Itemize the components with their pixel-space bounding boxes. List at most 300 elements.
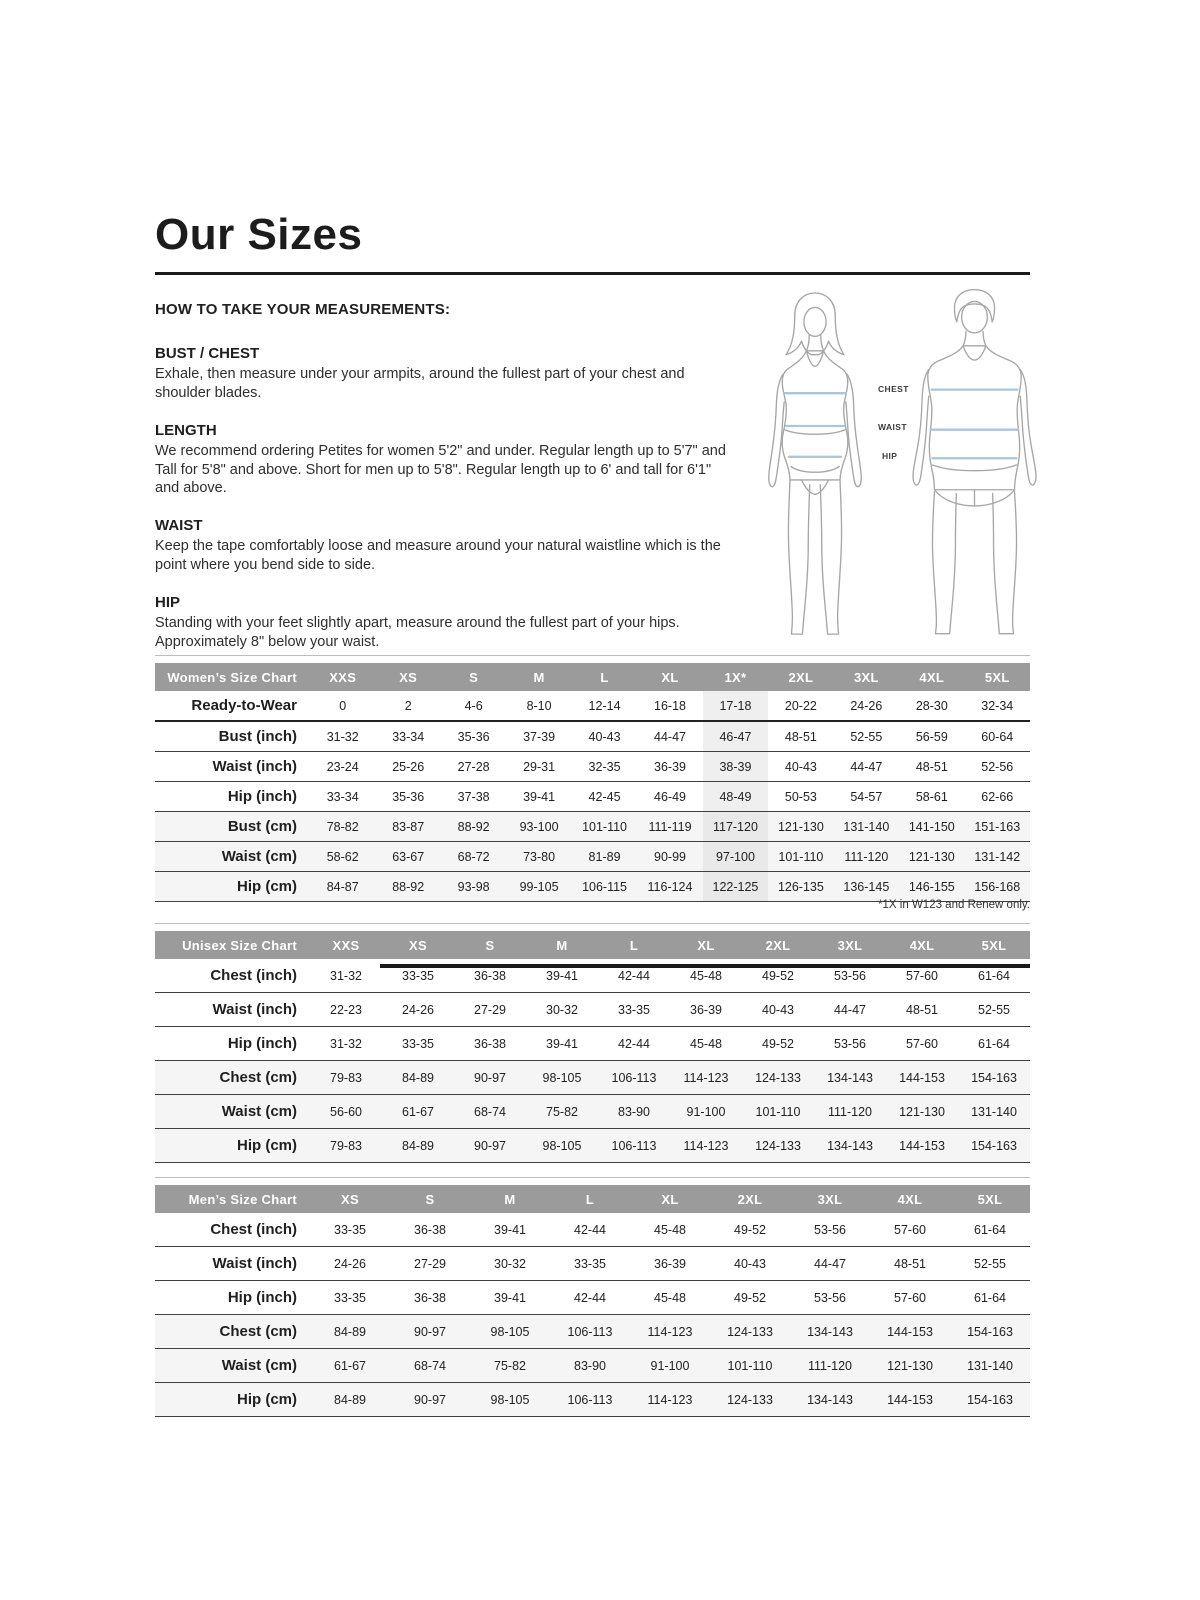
size-cell: 154-163 — [967, 1324, 1013, 1339]
size-cell: 61-67 — [402, 1104, 434, 1119]
size-cell: 30-32 — [546, 1002, 578, 1017]
size-cell: 98-105 — [542, 1070, 582, 1085]
size-cell: 62-66 — [981, 789, 1014, 804]
table-row — [155, 872, 1030, 902]
size-cell: 29-31 — [523, 759, 556, 774]
size-cell: 101-110 — [582, 819, 628, 834]
size-cell: 79-83 — [330, 1138, 362, 1153]
size-cell: 84-89 — [402, 1070, 434, 1085]
size-cell: 146-155 — [908, 879, 955, 894]
column-header-5xl: 5XL — [984, 669, 1010, 685]
table-row — [155, 1315, 1030, 1349]
size-cell: 40-43 — [734, 1256, 766, 1271]
size-cell: 111-119 — [648, 819, 692, 834]
size-cell: 37-38 — [457, 789, 490, 804]
size-cell: 20-22 — [784, 698, 817, 713]
size-cell: 75-82 — [494, 1358, 526, 1373]
section-body: Exhale, then measure under your armpits, around the fullest part of your chest and shoulder blades. — [155, 366, 685, 401]
size-cell: 35-36 — [457, 729, 490, 744]
size-cell: 42-44 — [574, 1222, 606, 1237]
title-divider — [155, 272, 1030, 275]
size-cell: 40-43 — [762, 1002, 794, 1017]
section-hip — [155, 594, 735, 652]
table-header-row — [155, 1185, 1030, 1213]
size-cell: 154-163 — [967, 1392, 1013, 1407]
size-cell: 54-57 — [850, 789, 883, 804]
mens-size-chart-table — [155, 1177, 1030, 1417]
size-cell: 90-97 — [474, 1138, 506, 1153]
size-cell: 48-51 — [894, 1256, 926, 1271]
size-cell: 27-29 — [474, 1002, 506, 1017]
size-cell: 31-32 — [326, 729, 359, 744]
measurement-instructions — [155, 301, 735, 671]
size-cell: 33-35 — [334, 1290, 366, 1305]
column-header-4xl: 4XL — [909, 937, 935, 953]
section-body: Standing with your feet slightly apart, measure around the fullest part of your hips. Approximately 8" below your waist. — [155, 614, 680, 650]
size-cell: 46-49 — [654, 789, 686, 804]
column-header-m: M — [556, 937, 568, 953]
table-row — [155, 1129, 1030, 1163]
table-row — [155, 1383, 1030, 1417]
table-row — [155, 1349, 1030, 1383]
table-body — [155, 959, 1030, 1163]
size-cell: 106-113 — [567, 1324, 613, 1339]
row-label: Bust (inch) — [218, 728, 297, 745]
size-cell: 12-14 — [588, 698, 621, 713]
table-row — [155, 993, 1030, 1027]
torso-outline — [782, 351, 848, 480]
section-body: We recommend ordering Petites for women 5'2" and under. Regular length up to 5'7" and Tall for 5'8" and above. Short for men up to 5'8". Regular length up to 6' and tall for 6'1" and above. — [155, 442, 726, 497]
column-header-3xl: 3XL — [837, 937, 863, 953]
size-cell: 84-87 — [326, 879, 359, 894]
size-cell: 45-48 — [654, 1290, 686, 1305]
table-row — [155, 1061, 1030, 1095]
column-header-xs: XS — [341, 1191, 359, 1207]
size-cell: 144-153 — [887, 1324, 933, 1339]
row-label: Chest (cm) — [219, 1323, 297, 1340]
table-body — [155, 1213, 1030, 1417]
size-cell: 101-110 — [727, 1358, 773, 1373]
size-cell: 49-52 — [762, 1036, 794, 1051]
size-cell: 24-26 — [850, 698, 883, 713]
figure-label-waist: WAIST — [878, 422, 907, 432]
table-row — [155, 842, 1030, 872]
size-cell: 131-140 — [967, 1358, 1013, 1373]
unisex-size-chart-table — [155, 923, 1030, 1163]
size-cell: 124-133 — [755, 1138, 801, 1153]
size-cell: 31-32 — [330, 968, 362, 983]
table-body — [155, 691, 1030, 902]
right-leg — [820, 480, 841, 634]
size-cell: 27-29 — [414, 1256, 446, 1271]
size-cell: 111-120 — [807, 1358, 853, 1373]
column-header-1x: 1X* — [724, 669, 747, 685]
column-header-4xl: 4XL — [897, 1191, 923, 1207]
size-cell: 131-140 — [843, 819, 890, 834]
size-cell: 83-90 — [574, 1358, 606, 1373]
size-cell: 154-163 — [971, 1138, 1017, 1153]
size-cell: 44-47 — [814, 1256, 846, 1271]
size-cell: 44-47 — [654, 729, 686, 744]
size-cell: 39-41 — [546, 1036, 578, 1051]
size-cell: 83-87 — [392, 819, 425, 834]
size-cell: 52-55 — [978, 1002, 1010, 1017]
size-cell: 33-34 — [392, 729, 425, 744]
size-cell: 61-64 — [974, 1290, 1006, 1305]
size-cell: 84-89 — [334, 1392, 366, 1407]
size-cell: 53-56 — [834, 1036, 866, 1051]
size-cell: 61-64 — [978, 968, 1010, 983]
size-cell: 39-41 — [523, 789, 556, 804]
bikini-bottom — [802, 480, 829, 494]
size-cell: 106-113 — [567, 1392, 613, 1407]
size-cell: 28-30 — [915, 698, 948, 713]
size-cell: 134-143 — [827, 1138, 873, 1153]
size-cell: 101-110 — [778, 849, 824, 864]
size-cell: 84-89 — [402, 1138, 434, 1153]
size-cell: 91-100 — [650, 1358, 690, 1373]
size-cell: 111-120 — [844, 849, 889, 864]
size-cell: 37-39 — [523, 729, 556, 744]
size-cell: 53-56 — [814, 1222, 846, 1237]
size-cell: 63-67 — [392, 849, 425, 864]
size-cell: 73-80 — [523, 849, 556, 864]
size-cell: 156-168 — [974, 879, 1021, 894]
row-label: Waist (cm) — [221, 1103, 297, 1120]
size-cell: 8-10 — [526, 698, 552, 713]
size-cell: 58-62 — [326, 849, 359, 864]
size-cell: 60-64 — [981, 729, 1014, 744]
shorts-hem — [934, 490, 1014, 506]
size-cell: 16-18 — [654, 698, 686, 713]
column-header-3xl: 3XL — [817, 1191, 843, 1207]
size-cell: 35-36 — [392, 789, 425, 804]
section-length — [155, 422, 735, 499]
table-top-border — [155, 923, 1030, 924]
size-cell: 33-35 — [574, 1256, 606, 1271]
size-cell: 46-47 — [703, 722, 768, 751]
size-cell: 93-100 — [519, 819, 559, 834]
size-cell: 42-44 — [618, 1036, 650, 1051]
table-header-row — [155, 663, 1030, 691]
size-cell: 57-60 — [906, 968, 938, 983]
instructions-heading: HOW TO TAKE YOUR MEASUREMENTS: — [155, 301, 451, 318]
section-body: Keep the tape comfortably loose and measure around your natural waistline which is the point where you bend side to side. — [155, 538, 721, 574]
column-header-2xl: 2XL — [765, 937, 791, 953]
row-label: Hip (cm) — [237, 878, 297, 895]
size-cell: 2 — [404, 698, 412, 713]
size-cell: 48-51 — [915, 759, 948, 774]
table-row — [155, 1027, 1030, 1061]
row-label: Waist (inch) — [212, 758, 297, 775]
size-cell: 93-98 — [457, 879, 490, 894]
size-cell: 49-52 — [762, 968, 794, 983]
size-cell: 40-43 — [784, 759, 817, 774]
column-header-m: M — [504, 1191, 516, 1207]
size-cell: 88-92 — [392, 879, 425, 894]
size-cell: 30-32 — [494, 1256, 526, 1271]
table-top-border — [155, 655, 1030, 656]
figure-label-chest: CHEST — [878, 384, 909, 394]
size-cell: 53-56 — [834, 968, 866, 983]
table-row — [155, 752, 1030, 782]
size-cell: 98-105 — [490, 1324, 530, 1339]
size-cell: 48-51 — [906, 1002, 938, 1017]
size-cell: 126-135 — [777, 879, 824, 894]
column-header-2xl: 2XL — [788, 669, 814, 685]
size-cell: 32-34 — [981, 698, 1014, 713]
size-cell: 106-115 — [582, 879, 628, 894]
size-cell: 121-130 — [887, 1358, 933, 1373]
column-header-s: S — [425, 1191, 435, 1207]
size-cell: 124-133 — [727, 1324, 773, 1339]
size-cell: 91-100 — [686, 1104, 726, 1119]
table-row — [155, 782, 1030, 812]
table-header-row — [155, 931, 1030, 959]
size-cell: 79-83 — [330, 1070, 362, 1085]
size-cell: 53-56 — [814, 1290, 846, 1305]
size-cell: 144-153 — [887, 1392, 933, 1407]
size-cell: 124-133 — [727, 1392, 773, 1407]
row-label: Hip (cm) — [237, 1137, 297, 1154]
size-cell: 36-39 — [654, 759, 686, 774]
size-cell: 121-130 — [908, 849, 955, 864]
size-cell: 44-47 — [834, 1002, 866, 1017]
bikini-band — [791, 466, 839, 472]
size-cell: 114-123 — [647, 1392, 693, 1407]
size-cell: 121-130 — [777, 819, 824, 834]
size-cell: 39-41 — [494, 1290, 526, 1305]
section-title: LENGTH — [155, 421, 217, 439]
table-row — [155, 1213, 1030, 1247]
size-cell: 136-145 — [843, 879, 890, 894]
size-cell: 144-153 — [899, 1070, 945, 1085]
size-cell: 154-163 — [971, 1070, 1017, 1085]
size-cell: 0 — [339, 698, 347, 713]
column-header-xxs: XXS — [332, 937, 360, 953]
size-cell: 106-113 — [611, 1070, 657, 1085]
tank-hem — [785, 430, 845, 434]
column-header-xl: XL — [697, 937, 715, 953]
size-cell: 114-123 — [647, 1324, 693, 1339]
left-arm — [913, 370, 929, 485]
size-cell: 24-26 — [402, 1002, 434, 1017]
size-cell: 97-100 — [703, 842, 768, 871]
section-bust-chest — [155, 345, 735, 403]
size-cell: 22-23 — [330, 1002, 362, 1017]
size-cell: 44-47 — [850, 759, 883, 774]
size-cell: 83-90 — [618, 1104, 650, 1119]
hair-outline — [954, 290, 994, 322]
face-outline — [962, 301, 988, 332]
size-cell: 42-44 — [574, 1290, 606, 1305]
size-cell: 141-150 — [908, 819, 955, 834]
size-cell: 90-97 — [414, 1392, 446, 1407]
size-cell: 117-120 — [703, 812, 768, 841]
table-row — [155, 1281, 1030, 1315]
size-cell: 81-89 — [588, 849, 621, 864]
size-cell: 24-26 — [334, 1256, 366, 1271]
table-title: Women’s Size Chart — [167, 669, 297, 685]
row-label: Ready-to-Wear — [191, 697, 297, 714]
row-label: Chest (inch) — [210, 1221, 297, 1238]
column-header-4xl: 4XL — [919, 669, 945, 685]
column-header-5xl: 5XL — [977, 1191, 1003, 1207]
size-cell: 57-60 — [894, 1222, 926, 1237]
size-cell: 32-35 — [588, 759, 621, 774]
column-header-s: S — [469, 669, 479, 685]
size-cell: 58-61 — [915, 789, 948, 804]
column-header-l: L — [585, 1191, 595, 1207]
size-cell: 56-59 — [915, 729, 948, 744]
size-cell: 33-35 — [402, 968, 434, 983]
size-cell: 114-123 — [683, 1138, 729, 1153]
section-title: HIP — [155, 593, 181, 611]
size-cell: 36-38 — [414, 1222, 446, 1237]
size-cell: 131-140 — [971, 1104, 1017, 1119]
size-cell: 17-18 — [703, 691, 768, 720]
size-cell: 36-39 — [690, 1002, 722, 1017]
size-cell: 90-97 — [474, 1070, 506, 1085]
size-cell: 33-35 — [334, 1222, 366, 1237]
female-figure-illustration — [762, 284, 868, 646]
size-cell: 33-35 — [402, 1036, 434, 1051]
column-header-xs: XS — [399, 669, 418, 685]
size-cell: 124-133 — [755, 1070, 801, 1085]
size-cell: 98-105 — [490, 1392, 530, 1407]
size-cell: 134-143 — [807, 1392, 853, 1407]
column-header-xl: XL — [661, 1191, 679, 1207]
size-cell: 75-82 — [546, 1104, 578, 1119]
size-cell: 151-163 — [974, 819, 1021, 834]
column-header-5xl: 5XL — [981, 937, 1007, 953]
shorts-band — [933, 465, 1017, 471]
figure-label-hip: HIP — [882, 451, 898, 461]
size-cell: 68-74 — [414, 1358, 446, 1373]
size-cell: 36-38 — [474, 1036, 506, 1051]
size-cell: 31-32 — [330, 1036, 362, 1051]
column-header-xxs: XXS — [329, 669, 357, 685]
size-cell: 45-48 — [690, 968, 722, 983]
left-arm — [769, 374, 784, 487]
size-cell: 106-113 — [611, 1138, 657, 1153]
size-cell: 36-39 — [654, 1256, 686, 1271]
male-figure-illustration — [903, 281, 1046, 647]
size-cell: 36-38 — [414, 1290, 446, 1305]
size-cell: 42-44 — [618, 968, 650, 983]
size-cell: 90-97 — [414, 1324, 446, 1339]
size-cell: 52-55 — [974, 1256, 1006, 1271]
column-header-3xl: 3XL — [853, 669, 879, 685]
size-cell: 68-72 — [457, 849, 490, 864]
row-label: Waist (inch) — [212, 1255, 297, 1272]
left-leg — [788, 480, 809, 634]
womens-size-chart-table — [155, 655, 1030, 902]
size-cell: 90-99 — [654, 849, 686, 864]
size-cell: 78-82 — [326, 819, 359, 834]
size-cell: 39-41 — [546, 968, 578, 983]
table-row — [155, 722, 1030, 752]
section-title: WAIST — [155, 517, 203, 535]
size-cell: 52-55 — [850, 729, 883, 744]
size-cell: 38-39 — [703, 752, 768, 781]
section-title: BUST / CHEST — [155, 345, 260, 362]
left-leg — [932, 492, 956, 634]
size-cell: 114-123 — [683, 1070, 729, 1085]
column-header-m: M — [533, 669, 545, 685]
size-cell: 61-64 — [978, 1036, 1010, 1051]
size-cell: 131-142 — [974, 849, 1021, 864]
size-cell: 57-60 — [894, 1290, 926, 1305]
table-row — [155, 1247, 1030, 1281]
column-header-xl: XL — [661, 669, 679, 685]
face-outline — [804, 307, 826, 336]
size-cell: 88-92 — [457, 819, 490, 834]
size-cell: 40-43 — [588, 729, 621, 744]
right-leg — [993, 492, 1017, 634]
table-top-border — [155, 1177, 1030, 1178]
table-row — [155, 1095, 1030, 1129]
row-label: Bust (cm) — [227, 818, 297, 835]
size-cell: 116-124 — [647, 879, 693, 894]
column-header-2xl: 2XL — [737, 1191, 763, 1207]
size-cell: 42-45 — [588, 789, 621, 804]
size-cell: 49-52 — [734, 1290, 766, 1305]
row-label: Hip (cm) — [237, 1391, 297, 1408]
column-header-s: S — [485, 937, 495, 953]
row-label: Waist (cm) — [221, 848, 297, 865]
neck-lines — [806, 335, 823, 350]
section-waist — [155, 517, 735, 575]
size-cell: 23-24 — [326, 759, 359, 774]
size-cell: 45-48 — [654, 1222, 686, 1237]
size-cell: 25-26 — [392, 759, 425, 774]
size-cell: 134-143 — [807, 1324, 853, 1339]
size-cell: 134-143 — [827, 1070, 873, 1085]
size-cell: 98-105 — [542, 1138, 582, 1153]
size-cell: 36-38 — [474, 968, 506, 983]
column-header-l: L — [629, 937, 639, 953]
table-title: Unisex Size Chart — [182, 937, 297, 953]
size-cell: 48-49 — [703, 782, 768, 811]
size-cell: 48-51 — [784, 729, 817, 744]
table-title: Men’s Size Chart — [188, 1191, 297, 1207]
column-header-xs: XS — [409, 937, 427, 953]
size-cell: 99-105 — [519, 879, 559, 894]
size-cell: 39-41 — [494, 1222, 526, 1237]
size-cell: 61-64 — [974, 1222, 1006, 1237]
tank-neckline — [963, 346, 986, 360]
right-arm — [1020, 370, 1036, 485]
size-cell: 56-60 — [330, 1104, 362, 1119]
row-label: Chest (inch) — [210, 967, 297, 984]
row-label: Waist (cm) — [221, 1357, 297, 1374]
size-cell: 57-60 — [906, 1036, 938, 1051]
size-cell: 27-28 — [457, 759, 490, 774]
size-cell: 101-110 — [755, 1104, 801, 1119]
right-arm — [846, 374, 861, 487]
womens-chart-footnote: *1X in W123 and Renew only. — [878, 899, 1030, 911]
size-cell: 144-153 — [899, 1138, 945, 1153]
row-label: Waist (inch) — [212, 1001, 297, 1018]
size-cell: 61-67 — [334, 1358, 366, 1373]
size-cell: 45-48 — [690, 1036, 722, 1051]
row-label: Hip (inch) — [227, 1035, 297, 1052]
size-cell: 33-34 — [326, 789, 359, 804]
header-underline — [380, 964, 1030, 968]
size-cell: 68-74 — [474, 1104, 506, 1119]
row-label: Hip (inch) — [227, 1289, 297, 1306]
